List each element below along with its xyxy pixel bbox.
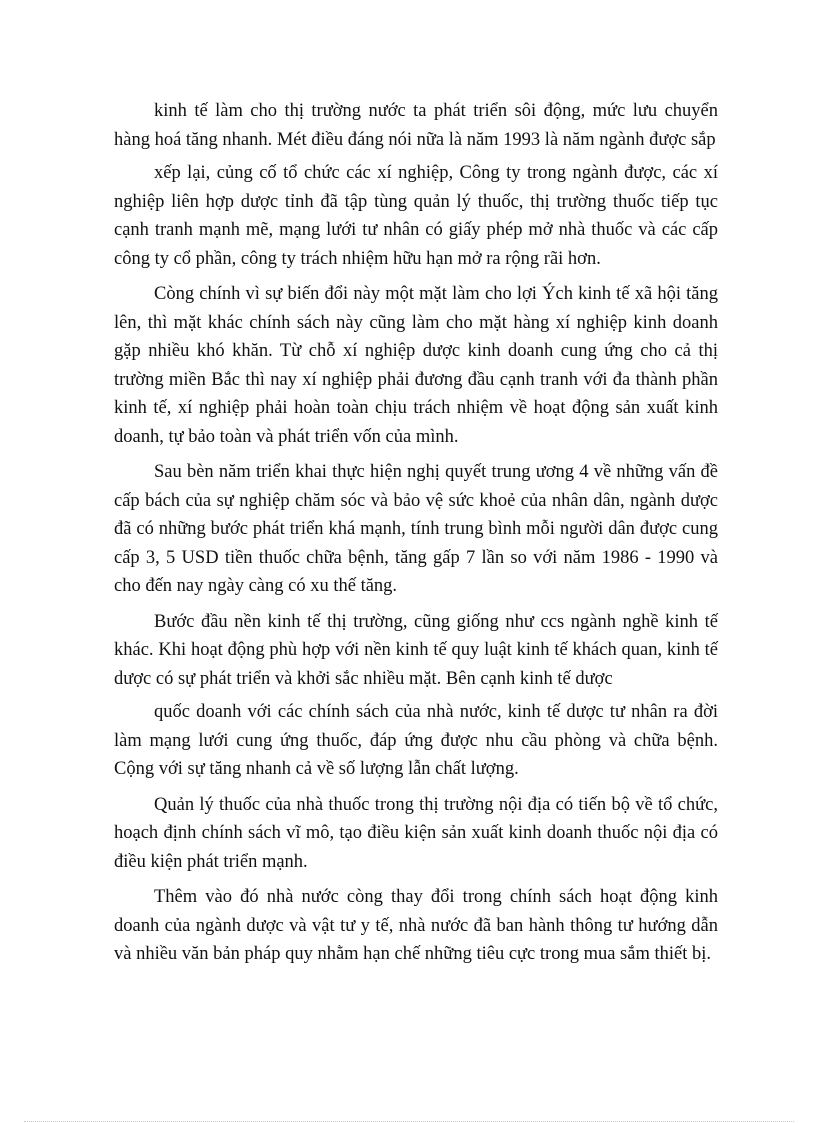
paragraph: Quản lý thuốc của nhà thuốc trong thị trường nội địa có tiến bộ về tổ chức, hoạch định chính sách vĩ mô, tạo điều kiện sản xuất kinh doanh thuốc nội địa có điều kiện phát triển mạnh. [114, 794, 718, 872]
paragraph: Thêm vào đó nhà nước còng thay đổi trong chính sách hoạt động kinh doanh của ngành dược và vật tư y tế, nhà nước đã ban hành thông tư hướng dẫn và nhiều văn bản pháp quy nhằm hạn chế những tiêu cực trong mua sắm thiết bị. [114, 887, 718, 964]
paragraph: kinh tế làm cho thị trường nước ta phát triển sôi động, mức lưu chuyển hàng hoá tăng nhanh. Mét điều đáng nói nữa là năm 1993 là năm ngành được sắp [114, 101, 718, 150]
paragraph: Sau bèn năm triển khai thực hiện nghị quyết trung ương 4 về những vấn đề cấp bách của sự nghiệp chăm sóc và bảo vệ sức khoẻ của nhân dân, ngành dược đã có những bước phát triển khá mạnh, tính trung bình mỗi người dân được cung cấp 3, 5 USD tiền thuốc chữa bệnh, tăng gấp 7 lần so với năm 1986 - 1990 và cho đến nay ngày càng có xu thế tăng. [114, 462, 718, 596]
paragraph: Còng chính vì sự biến đổi này một mặt làm cho lợi Ých kinh tế xã hội tăng lên, thì mặt khác chính sách này cũng làm cho mặt hàng xí nghiệp kinh doanh gặp nhiều khó khăn. Từ chỗ xí nghiệp dược kinh doanh cung ứng cho cả thị trường miền Bắc thì nay xí nghiệp phải đương đầu cạnh tranh với đa thành phần kinh tế, xí nghiệp phải hoàn toàn chịu trách nhiệm về hoạt động sản xuất kinh doanh, tự bảo toàn và phát triển vốn của mình. [114, 284, 718, 447]
page-bottom-divider [24, 1121, 794, 1122]
paragraph: Bước đầu nền kinh tế thị trường, cũng giống như ccs ngành nghề kinh tế khác. Khi hoạt động phù hợp với nền kinh tế quy luật kinh tế khách quan, kinh tế dược có sự phát triển và khởi sắc nhiều mặt. Bên cạnh kinh tế dược [114, 611, 718, 689]
paragraph: quốc doanh với các chính sách của nhà nước, kinh tế dược tư nhân ra đời làm mạng lưới cung ứng thuốc, đáp ứng được nhu cầu phòng và chữa bệnh. Cộng với sự tăng nhanh cả về số lượng lẫn chất lượng. [114, 702, 718, 779]
document-body [114, 97, 718, 976]
paragraph: xếp lại, củng cố tổ chức các xí nghiệp, Công ty trong ngành được, các xí nghiệp liên hợp dược tỉnh đã tập tùng quản lý thuốc, thị trường thuốc tiếp tục cạnh tranh mạnh mẽ, mạng lưới tư nhân có giấy phép mở nhà thuốc và các cấp công ty cổ phần, công ty trách nhiệm hữu hạn mở ra rộng rãi hơn. [114, 163, 718, 269]
